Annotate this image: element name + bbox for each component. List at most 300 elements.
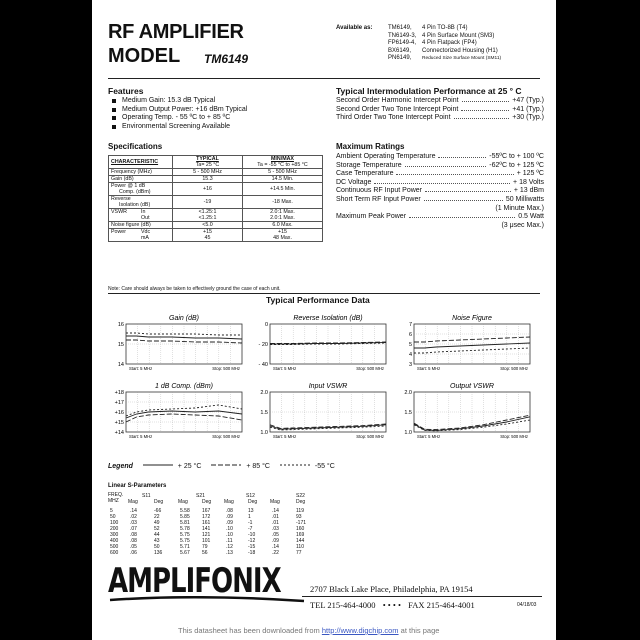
rating-row	[336, 179, 544, 188]
spec-minmax-value2: 48 Max.	[273, 235, 292, 241]
sparams-cell: .10	[226, 526, 233, 532]
spec-typical	[173, 176, 243, 183]
plot-svg	[396, 314, 536, 374]
available-item	[388, 40, 501, 48]
download-prefix: This datasheet has been downloaded from	[178, 626, 320, 635]
spec-minmax	[243, 183, 323, 196]
download-notice	[178, 626, 439, 635]
plot-series-line	[414, 343, 530, 348]
plot-title: Noise Figure	[452, 315, 492, 322]
available-list	[388, 25, 501, 63]
spec-char-sub2: mA	[141, 235, 149, 241]
available-item	[388, 48, 501, 56]
plot-svg	[108, 314, 248, 374]
y-tick-label: 6	[408, 332, 412, 338]
y-tick-label: 2.0	[404, 390, 412, 396]
spec-header-typical: TYPICAL Ta= 25 °C	[173, 156, 243, 169]
y-tick-label: +18	[114, 390, 124, 396]
sparams-cell: .11	[226, 538, 233, 544]
y-tick-label: 2.0	[260, 390, 268, 396]
sparams-mag-label: Mag	[270, 499, 280, 505]
y-tick-label: 1.0	[404, 430, 412, 436]
title-line1: RF AMPLIFIER	[108, 21, 244, 43]
available-code: TM6149,	[388, 25, 412, 31]
spec-char-sub2: Out	[141, 215, 150, 221]
sparams-cell: 5.71	[180, 544, 190, 550]
sparams-cell: 161	[202, 520, 211, 526]
rating-row	[336, 196, 544, 205]
sparams-cell: .09	[272, 538, 279, 544]
rating-label: Maximum Peak Power	[336, 213, 407, 221]
sparams-cell: 101	[202, 538, 211, 544]
spec-characteristic	[109, 183, 173, 196]
spec-header-characteristic: CHARACTERISTIC	[109, 156, 173, 169]
logo-swoosh-icon	[108, 596, 308, 604]
sparams-cell: 5.67	[180, 550, 190, 556]
sparams-cell: -7	[248, 526, 253, 532]
dot-leader	[454, 118, 510, 119]
available-item	[388, 55, 501, 63]
sparams-cell: 121	[202, 532, 211, 538]
sparams-cell: 5.75	[180, 532, 190, 538]
spec-typical	[173, 222, 243, 229]
spec-minmax-value: -18 Max.	[272, 199, 293, 205]
sparams-cell: 172	[202, 514, 211, 520]
rating-row	[336, 162, 544, 171]
x-stop-label: Stop: 500 MHz	[356, 366, 384, 371]
available-desc: 4 Pin TO-8B (T4)	[422, 25, 468, 31]
rating-value: -62ºC to + 125 ºC	[489, 161, 544, 169]
plot-svg	[108, 382, 248, 442]
spec-minmax-value: +15	[278, 229, 287, 235]
rule-top	[108, 78, 540, 79]
spec-char-second: Isolation (dB)	[119, 202, 151, 208]
rating-label: DC Voltage	[336, 178, 372, 186]
performance-heading: Typical Performance Data	[266, 295, 370, 305]
rating-row	[336, 205, 544, 214]
dot-leader	[405, 166, 487, 167]
sparams-cell: 200	[110, 526, 119, 532]
spec-char-main: Gain (dB)	[111, 176, 134, 182]
sparams-cell: 141	[202, 526, 211, 532]
features-list	[112, 97, 247, 131]
x-stop-label: Stop: 500 MHz	[500, 434, 528, 439]
sparams-cell: 93	[296, 514, 302, 520]
y-tick-label: 14	[117, 362, 124, 368]
sparams-cell: 169	[296, 532, 305, 538]
sparams-cell: 167	[202, 508, 211, 514]
available-code: BX6149,	[388, 47, 412, 54]
bullet-square-icon	[112, 99, 116, 103]
spec-minmax	[243, 169, 323, 176]
plot-title: Reverse Isolation (dB)	[293, 315, 363, 322]
sparams-cell: 119	[296, 508, 304, 514]
sparams-cell: .03	[272, 526, 279, 532]
sparams-cell: .08	[130, 532, 137, 538]
rating-value: (3 μsec Max.)	[501, 221, 544, 229]
footer-address: 2707 Black Lake Place, Philadelphia, PA 19154	[310, 584, 473, 594]
sparams-mhz-label: MHZ	[108, 498, 119, 504]
y-tick-label: 1.5	[404, 410, 412, 416]
sparams-cell: .05	[130, 544, 137, 550]
spec-minmax	[243, 176, 323, 183]
sparams-cell: 5.75	[180, 538, 190, 544]
feature-item	[112, 123, 247, 132]
sparams-group-label: S12	[246, 493, 255, 499]
sparams-cell: -10	[248, 532, 256, 538]
sparams-cell: .03	[130, 520, 137, 526]
feature-text: Medium Gain: 15.3 dB Typical	[122, 97, 216, 104]
available-code: TN6149-3,	[388, 32, 417, 39]
spec-minmax	[243, 229, 323, 242]
y-tick-label: +17	[114, 400, 124, 406]
y-tick-label: 1.5	[260, 410, 268, 416]
dot-leader	[438, 157, 486, 158]
feature-text: Environmental Screening Available	[122, 122, 231, 130]
available-label: Available as:	[336, 25, 373, 31]
sparams-cell: -171	[296, 520, 307, 526]
sparams-cell: 400	[110, 538, 119, 544]
feature-text: Medium Output Power: +16 dBm Typical	[122, 105, 248, 113]
y-tick-label: 1.0	[260, 430, 268, 436]
rating-value: + 125 ºC	[516, 170, 544, 178]
sparams-cell: -12	[248, 538, 256, 544]
sparams-cell: .14	[272, 544, 279, 550]
download-suffix: at this page	[400, 626, 440, 635]
rating-value: -55ºC to + 100 ºC	[489, 153, 544, 160]
sparams-cell: .06	[130, 550, 137, 556]
sparams-cell: 44	[154, 532, 160, 538]
rating-value: +30 (Typ.)	[512, 114, 544, 122]
legend-dashed-line-icon	[211, 462, 241, 468]
sparams-cell: 50	[110, 514, 116, 520]
plot-panel	[108, 382, 248, 442]
spec-typical-value: 5 - 500 MHz	[193, 169, 222, 175]
sparams-cell: .01	[272, 520, 279, 526]
title-model-label: MODEL	[108, 45, 181, 67]
y-tick-label: 5	[408, 342, 412, 348]
rating-row	[336, 222, 544, 231]
legend-label: Legend	[108, 463, 133, 470]
sparams-cell: 77	[296, 550, 302, 556]
sparams-cell: 5	[110, 508, 113, 514]
dot-leader	[425, 191, 511, 192]
feature-item	[112, 97, 247, 106]
y-tick-label: 15	[117, 342, 124, 348]
rule-mid	[108, 293, 540, 294]
sparams-cell: 500	[110, 544, 119, 550]
y-tick-label: +16	[114, 410, 124, 416]
feature-item	[112, 114, 247, 123]
footer-contact	[310, 600, 475, 610]
x-stop-label: Stop: 500 MHz	[212, 366, 240, 371]
spec-typical	[173, 169, 243, 176]
bullet-square-icon	[112, 108, 116, 112]
spec-characteristic	[109, 209, 173, 222]
x-stop-label: Stop: 500 MHz	[356, 434, 384, 439]
spec-characteristic	[109, 222, 173, 229]
rating-label: Continuous RF Input Power	[336, 187, 422, 195]
sparams-cell: 5.58	[180, 508, 190, 514]
spec-typical-value: <1.25:1	[198, 209, 217, 215]
spec-minmax-value: 6.0 Max.	[272, 222, 293, 228]
spec-typical	[173, 183, 243, 196]
spec-char-main: Reverse	[111, 196, 131, 202]
sparams-cell: .09	[226, 520, 233, 526]
plot-title: Output VSWR	[450, 383, 494, 390]
bullet-square-icon	[112, 116, 116, 120]
rating-value: +47 (Typ.)	[512, 97, 544, 104]
spec-typical-value: <5.0	[202, 222, 213, 228]
feature-text: Operating Temp. - 55 ºC to + 85 ºC	[122, 114, 231, 122]
spec-minmax-value: 2.0:1 Max.	[270, 209, 295, 215]
legend-solid-line-icon	[143, 462, 173, 468]
rating-value: +41 (Typ.)	[512, 105, 544, 113]
plot-svg	[252, 314, 392, 374]
sparams-mag-label: Mag	[224, 499, 234, 505]
spec-minmax	[243, 196, 323, 209]
spec-char-line	[111, 215, 170, 221]
sparams-cell: 160	[296, 526, 305, 532]
legend-25: + 25 °C	[177, 463, 202, 470]
sparams-group-label: S22	[296, 493, 305, 499]
available-item	[388, 33, 501, 41]
spec-characteristic	[109, 176, 173, 183]
spec-typical-value: -19	[203, 199, 212, 205]
plot-panel	[396, 382, 536, 442]
spec-characteristic	[109, 229, 173, 242]
available-code: PN6149,	[388, 55, 412, 62]
plot-panel	[108, 314, 248, 374]
spec-char-main: VSWR	[111, 209, 127, 215]
spec-char-sub: In	[141, 209, 146, 215]
y-tick-label: 7	[408, 322, 412, 328]
bullet-square-icon	[112, 125, 116, 129]
y-tick-label: - 40	[258, 362, 268, 368]
footer-dots: • • • •	[382, 600, 401, 610]
sparams-cell: 52	[154, 526, 160, 532]
spec-char-sub: Vdc	[141, 229, 151, 235]
sparams-cell: .14	[272, 508, 279, 514]
features-heading: Features	[108, 86, 144, 96]
sparams-cell: .14	[130, 508, 137, 514]
specifications-table	[108, 155, 323, 242]
legend-dotted-line-icon	[280, 462, 310, 468]
sparams-cell: .08	[130, 538, 137, 544]
rating-value: + 13 dBm	[513, 187, 544, 195]
spec-minmax-value: +14.5 Min.	[270, 186, 295, 192]
sparams-cell: .01	[272, 514, 279, 520]
max-ratings-heading: Maximum Ratings	[336, 142, 405, 151]
sparams-cell: .22	[272, 550, 279, 556]
sparams-cell: .13	[226, 550, 233, 556]
specifications-table-wrap	[108, 155, 323, 242]
sparams-cell: 22	[154, 514, 160, 520]
specifications-note: Note: Care should always be taken to effectively ground the case of each unit.	[108, 286, 281, 292]
rating-row	[336, 213, 544, 222]
sparams-freq-label: FREQ.	[108, 492, 124, 498]
sparams-cell: .07	[130, 526, 137, 532]
spec-row	[109, 176, 323, 183]
y-tick-label: 3	[408, 362, 412, 368]
spec-characteristic	[109, 169, 173, 176]
y-tick-label: +15	[114, 420, 124, 426]
rating-row	[336, 97, 544, 106]
rating-value: + 18 Volts	[513, 178, 544, 186]
rating-row	[336, 170, 544, 179]
spec-row	[109, 196, 323, 209]
max-ratings-rows	[336, 153, 544, 230]
sparams-cell: 43	[154, 538, 160, 544]
dot-leader	[424, 200, 503, 201]
legend	[108, 462, 335, 471]
sparams-cell: .09	[226, 514, 233, 520]
x-stop-label: Stop: 500 MHz	[500, 366, 528, 371]
plot-title: 1 dB Comp. (dBm)	[155, 383, 213, 390]
spec-char-main: Power	[111, 229, 127, 235]
spec-char-main: Frequency (MHz)	[111, 169, 152, 175]
y-tick-label: 4	[408, 352, 412, 358]
plot-series-line	[414, 337, 530, 342]
spec-row	[109, 209, 323, 222]
sparams-mag-label: Mag	[128, 499, 138, 505]
spec-characteristic	[109, 196, 173, 209]
dot-leader	[409, 217, 515, 218]
spec-typical	[173, 196, 243, 209]
sparams-cell: .08	[226, 508, 233, 514]
sparams-cell: 100	[110, 520, 119, 526]
dot-leader	[461, 110, 509, 111]
datasheet-page	[92, 0, 556, 640]
sparams-cell: -15	[248, 544, 256, 550]
x-start-label: Start: 5 MHz	[417, 434, 441, 439]
y-tick-label: - 20	[258, 342, 268, 348]
spec-header-minmax: MIN/MAX Ta = -55 °C to +85 °C	[243, 156, 323, 169]
x-start-label: Start: 5 MHz	[273, 434, 297, 439]
sparams-cell: .05	[272, 532, 279, 538]
x-start-label: Start: 5 MHz	[129, 434, 153, 439]
sparams-cell: 136	[154, 550, 163, 556]
dot-leader	[374, 183, 510, 184]
sparams-cell: -1	[248, 520, 253, 526]
feature-item	[112, 106, 247, 115]
logo-text: AMPLIFONIX	[108, 562, 281, 601]
spec-char-second: Comp. (dBm)	[119, 189, 151, 195]
spec-typical-value: 15.3	[202, 176, 213, 182]
spec-typical-value2: <1.25:1	[198, 215, 217, 221]
sparams-cell: .10	[226, 532, 233, 538]
rating-value: 50 Milliwatts	[505, 195, 544, 203]
x-start-label: Start: 5 MHz	[417, 366, 441, 371]
rating-label: Second Order Two Tone Intercept Point	[336, 105, 459, 113]
x-start-label: Start: 5 MHz	[273, 366, 297, 371]
company-logo	[108, 562, 281, 604]
spec-row	[109, 222, 323, 229]
available-desc: 4 Pin Surface Mount (SM3)	[422, 32, 495, 39]
sparams-cell: 50	[154, 544, 160, 550]
available-item	[388, 25, 501, 33]
spec-row	[109, 169, 323, 176]
sparams-cell: 56	[202, 550, 208, 556]
sparams-cell: 144	[296, 538, 305, 544]
spec-minmax	[243, 209, 323, 222]
spec-typical-value: +15	[203, 229, 212, 235]
spec-char-line	[111, 235, 170, 241]
rating-value: 0.5 Watt	[518, 213, 544, 221]
specifications-heading: Specifications	[108, 142, 163, 151]
spec-minmax-value2: 2.0:1 Max.	[270, 215, 295, 221]
y-tick-label: 0	[264, 322, 268, 328]
available-desc: Connectorized Housing (H1)	[422, 47, 498, 54]
available-desc: Reduced Size Surface Mount (SM11)	[422, 56, 502, 62]
footer-fax: FAX 215-464-4001	[408, 600, 475, 610]
available-code: FP6149-4,	[388, 40, 417, 47]
spec-char-main: Power @ 1 dB	[111, 183, 146, 189]
footer-date: 04/18/03	[517, 602, 537, 608]
spec-char-main: Noise figure (dB)	[111, 222, 151, 228]
spec-minmax-value: 14.5 Min.	[271, 176, 294, 182]
spec-row	[109, 229, 323, 242]
spec-typical-value2: 45	[204, 235, 211, 241]
sparams-cell: 110	[296, 544, 304, 550]
sparams-cell: 600	[110, 550, 119, 556]
plot-panel	[396, 314, 536, 374]
rating-row	[336, 114, 544, 123]
sparams-cell: 300	[110, 532, 119, 538]
spec-row	[109, 183, 323, 196]
spec-minmax	[243, 222, 323, 229]
sparams-cell: 1	[248, 514, 251, 520]
rating-label: Third Order Two Tone Intercept Point	[336, 114, 451, 122]
sparams-cell: 13	[248, 508, 254, 514]
rating-value: (1 Minute Max.)	[495, 204, 544, 212]
plot-panel	[252, 382, 392, 442]
plot-title: Gain (dB)	[169, 315, 199, 322]
sparams-group-label: S11	[142, 493, 151, 499]
spec-typical-value: +16	[203, 186, 212, 192]
rating-row	[336, 187, 544, 196]
plot-title: Input VSWR	[308, 383, 348, 390]
rating-row	[336, 106, 544, 115]
rating-label: Second Order Harmonic Intercept Point	[336, 97, 459, 104]
download-link[interactable]: http://www.digchip.com	[321, 626, 399, 635]
rating-label: Storage Temperature	[336, 161, 402, 169]
sparams-deg-label: Deg	[202, 499, 212, 505]
dot-leader	[396, 174, 513, 175]
intermod-rows	[336, 97, 544, 123]
sparams-cell: 5.81	[180, 520, 190, 526]
sparams-cell: -66	[154, 508, 162, 514]
rating-row	[336, 153, 544, 162]
sparams-cell: 49	[154, 520, 160, 526]
y-tick-label: 16	[117, 322, 124, 328]
dot-leader	[462, 101, 510, 102]
spec-typical	[173, 229, 243, 242]
plot-svg	[396, 382, 536, 442]
rating-label: Case Temperature	[336, 170, 394, 178]
x-start-label: Start: 5 MHz	[129, 366, 153, 371]
sparams-group-label: S21	[196, 493, 205, 499]
sparams-deg-label: Deg	[154, 499, 164, 505]
spec-typical	[173, 209, 243, 222]
y-tick-label: +14	[114, 430, 124, 436]
footer-rule	[302, 596, 542, 597]
legend-85: + 85 °C	[246, 463, 270, 470]
plot-panel	[252, 314, 392, 374]
sparams-heading: Linear S-Parameters	[108, 483, 167, 489]
legend-m55: -55 °C	[314, 463, 335, 470]
sparams-cell: 79	[202, 544, 208, 550]
